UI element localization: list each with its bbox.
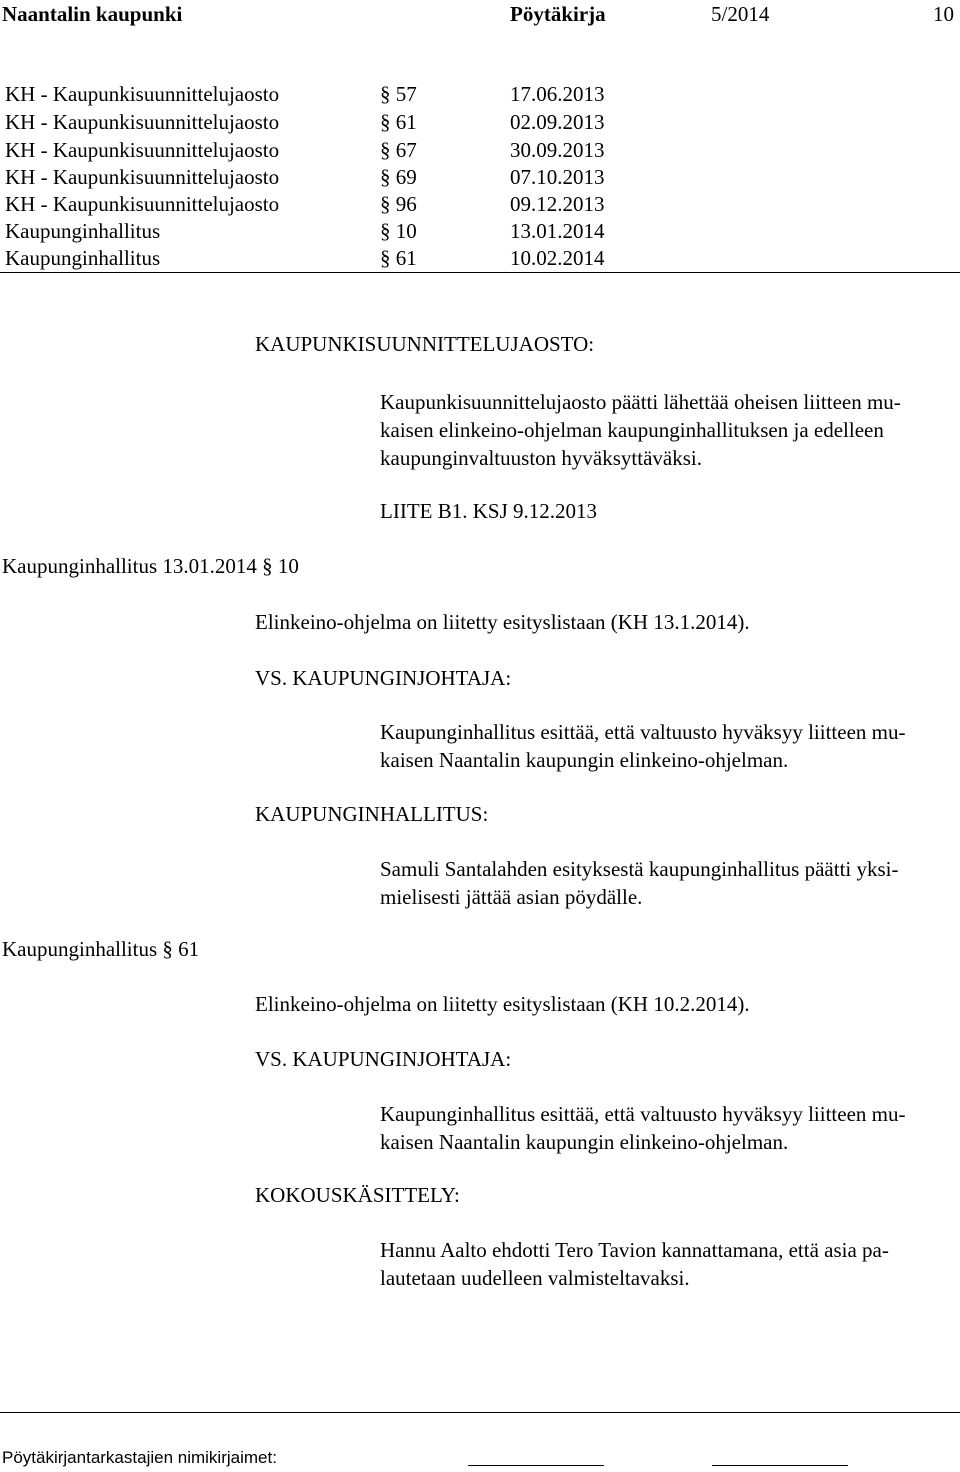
history-divider xyxy=(0,272,960,273)
kh1-proposer-heading: VS. KAUPUNGINJOHTAJA: xyxy=(255,666,512,690)
kh2-meeting-heading: KOKOUSKÄSITTELY: xyxy=(255,1183,460,1207)
kh1-decision-line: mielisesti jättää asian pöydälle. xyxy=(380,885,643,909)
kh2-margin-label: Kaupunginhallitus § 61 xyxy=(2,937,200,961)
kh2-meeting-line: lautetaan uudelleen valmisteltavaksi. xyxy=(380,1266,690,1290)
history-paragraph: § 69 xyxy=(380,165,417,189)
organization-name: Naantalin kaupunki xyxy=(2,2,183,26)
kh2-proposal-line: Kaupunginhallitus esittää, että valtuusto hyväksyy liitteen mu- xyxy=(380,1102,906,1126)
document-type: Pöytäkirja xyxy=(510,2,606,26)
signature-line xyxy=(468,1465,604,1466)
kh1-intro: Elinkeino-ohjelma on liitetty esityslistaan (KH 13.1.2014). xyxy=(255,610,750,634)
history-paragraph: § 61 xyxy=(380,110,417,134)
history-paragraph: § 67 xyxy=(380,138,417,162)
page-footer xyxy=(0,1448,960,1472)
history-date: 30.09.2013 xyxy=(510,138,605,162)
kh2-proposal xyxy=(380,1100,905,1156)
kh2-intro: Elinkeino-ohjelma on liitetty esityslistaan (KH 10.2.2014). xyxy=(255,992,750,1016)
history-body: KH - Kaupunkisuunnittelujaosto xyxy=(5,82,280,106)
kh2-proposer-heading: VS. KAUPUNGINJOHTAJA: xyxy=(255,1047,512,1071)
ksj-attachment: LIITE B1. KSJ 9.12.2013 xyxy=(380,499,597,523)
history-body: KH - Kaupunkisuunnittelujaosto xyxy=(5,165,280,189)
ksj-decision xyxy=(380,388,901,472)
history-date: 13.01.2014 xyxy=(510,219,605,243)
history-paragraph: § 57 xyxy=(380,82,417,106)
document-number: 5/2014 xyxy=(711,2,770,26)
kh2-proposal-line: kaisen Naantalin kaupungin elinkeino-ohjelman. xyxy=(380,1130,789,1154)
ksj-decision-line: kaisen elinkeino-ohjelman kaupunginhallituksen ja edelleen xyxy=(380,418,884,442)
ksj-decision-line: Kaupunkisuunnittelujaosto päätti lähettää oheisen liitteen mu- xyxy=(380,390,901,414)
kh2-meeting-line: Hannu Aalto ehdotti Tero Tavion kannattamana, että asia pa- xyxy=(380,1238,889,1262)
kh1-decision-line: Samuli Santalahden esityksestä kaupunginhallitus päätti yksi- xyxy=(380,857,899,881)
history-body: KH - Kaupunkisuunnittelujaosto xyxy=(5,138,280,162)
history-date: 17.06.2013 xyxy=(510,82,605,106)
history-date: 02.09.2013 xyxy=(510,110,605,134)
kh1-board-heading: KAUPUNGINHALLITUS: xyxy=(255,802,489,826)
kh1-margin-label: Kaupunginhallitus 13.01.2014 § 10 xyxy=(2,554,299,578)
history-paragraph: § 61 xyxy=(380,246,417,270)
kh1-proposal xyxy=(380,718,905,774)
signature-line xyxy=(712,1465,848,1466)
signature-label: Pöytäkirjantarkastajien nimikirjaimet: xyxy=(2,1448,277,1467)
history-body: Kaupunginhallitus xyxy=(5,246,161,270)
page-number: 10 xyxy=(933,2,954,26)
footer-divider xyxy=(0,1412,960,1413)
kh1-proposal-line: kaisen Naantalin kaupungin elinkeino-ohjelman. xyxy=(380,748,789,772)
history-paragraph: § 96 xyxy=(380,192,417,216)
kh1-proposal-line: Kaupunginhallitus esittää, että valtuusto hyväksyy liitteen mu- xyxy=(380,720,906,744)
kh2-meeting-notes xyxy=(380,1236,889,1292)
history-body: KH - Kaupunkisuunnittelujaosto xyxy=(5,192,280,216)
page-header xyxy=(0,0,960,30)
kh1-decision xyxy=(380,855,899,911)
ksj-heading: KAUPUNKISUUNNITTELUJAOSTO: xyxy=(255,332,595,356)
history-date: 09.12.2013 xyxy=(510,192,605,216)
history-date: 10.02.2014 xyxy=(510,246,605,270)
ksj-decision-line: kaupunginvaltuuston hyväksyttäväksi. xyxy=(380,446,702,470)
history-paragraph: § 10 xyxy=(380,219,417,243)
history-body: Kaupunginhallitus xyxy=(5,219,161,243)
history-body: KH - Kaupunkisuunnittelujaosto xyxy=(5,110,280,134)
history-date: 07.10.2013 xyxy=(510,165,605,189)
